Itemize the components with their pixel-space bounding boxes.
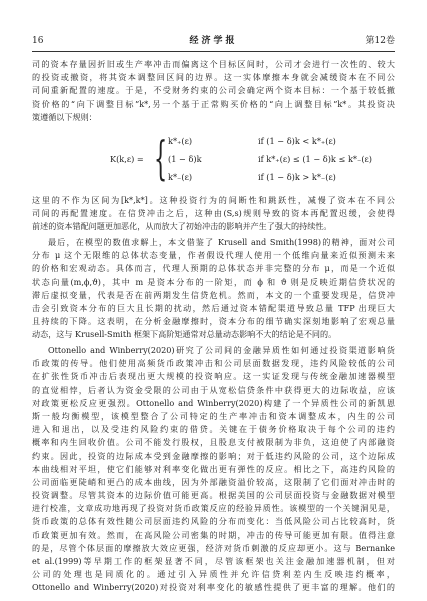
text-line: 策遵循以下规则： [32, 111, 97, 122]
text-line: 击会引致资本分布的巨大且长期的扰动，然后通过资本错配渠道导致总量 TFP 出现巨大 [32, 302, 395, 313]
text-line: 的价格和宏观动态。具体而言，代理人预期的总体状态并非完整的分布 μ，而是一个近似 [32, 263, 395, 274]
text-line: 滞后虚拟变量，代表是否在前两期发生信贷危机。然而，本文的一个重要发现是，信贷冲 [32, 289, 395, 300]
equation-case-expr: k*₋(ε) [168, 172, 193, 182]
text-line: 这里的不作为区间为[k*,k*]。这种投资行为的间断性和跳跃性，减慢了资本在不同公 [32, 195, 395, 205]
text-line: 前述的资本错配问题更加恶化，从而放大了初始冲击的影响并产生了强大的持续性。 [32, 221, 332, 232]
paragraph-ottonello-winberry [32, 344, 395, 595]
text-line: et al.(1999)等早期工作的框架显著不同，尽管该框架也关注金融加速器机制，但对 [32, 556, 395, 566]
equation-case-expr: (1 − δ)k [168, 154, 202, 164]
text-line: 司间重新配置的速度。于是，不受财务约束的公司会确定两个资本目标：一个基于较低撤 [32, 85, 395, 96]
text-line: Ottonello and Winberry(2020)对投资对利率变化的敏感性提供了更丰富的理解。他们的 [32, 582, 395, 593]
text-line: 动态，这与 Krusell-Smith 框架下高阶矩通常对总量动态影响不大的结论是不同的。 [32, 329, 337, 340]
text-line: 进行校准，文章成功地再现了投资对货币政策反应的经验异质性。该模型的一个关键洞见是， [32, 503, 395, 514]
text-line: 司的资本存量因折旧或生产率冲击而偏离这个目标区间时，公司才会进行一次性的、较大 [32, 59, 395, 69]
text-line: 分布 μ 这个无限维的总体状态变量，作者假设代理人使用一个低维向量来近似预测未来 [32, 250, 395, 261]
text-line: 投资调整。尽管其资本的边际价值可能更高。根据美国的公司层面投资与金融数据对模型 [32, 490, 395, 501]
text-line: 公司面临更陡峭和更凸的成本曲线，因为外部融资溢价较高，这限制了它们面对冲击时的 [32, 476, 395, 487]
paragraph-krusell-smith [32, 236, 395, 342]
text-line: 最后，在模型的数值求解上，本文借鉴了 Krusell and Smith(1998)的精神，面对公司 [48, 237, 395, 247]
text-line: 斯一般均衡模型，该模型整合了公司特定的生产率冲击和资本调整成本，内生的公司 [32, 410, 395, 421]
text-line: 约束。因此，投资的边际成本受到金融摩擦的影响；对于低违约风险的公司，这个边际成 [32, 450, 395, 461]
text-line: 公司的处理也是同质化的。通过引入异质性并允许信贷利差内生反映违约概率， [32, 569, 395, 580]
running-header [32, 34, 395, 48]
text-line: 币政策更加有效。然而，在高风险公司密集的时期，冲击的传导可能更加有限。值得注意 [32, 529, 395, 540]
text-line: 币政策的传导。他们使用高频货币政策冲击和公司层面数据发现，违约风险较低的公司 [32, 358, 395, 369]
text-line: 资价格的“向下调整目标”k*,另一个基于正常购买价格的“向上调整目标”k*。其投资决 [32, 98, 395, 109]
issue-label: 第12卷 [365, 36, 395, 46]
text-line: 司间的再配置速度。在信贷冲击之后，这种由(S,s)规则导致的资本再配置迟缓，会使得 [32, 208, 395, 219]
paragraph-inaction-region [32, 194, 395, 234]
equation-case-cond: if k*₊(ε) ≤ (1 − δ)k ≤ k*₋(ε) [258, 154, 372, 164]
text-line: 的直觉相悖，后者认为资金受限的公司由于从宽松信贷条件中获得更大的边际收益，应该 [32, 384, 395, 395]
investment-rule-equation [110, 131, 390, 189]
paragraph-investment-targets [32, 58, 395, 124]
text-line: 的是，尽管个体层面的摩擦放大效应更强，经济对货币刺激的反应却更小。这与 Bernanke [32, 542, 395, 553]
equation-brace: { [154, 131, 168, 185]
text-line: 货币政策的总体有效性随公司层面违约风险的分布而变化：当低风险公司占比较高时，货 [32, 516, 395, 527]
equation-case-cond: if (1 − δ)k > k*₋(ε) [258, 172, 336, 182]
journal-name: 经济学报 [189, 36, 238, 46]
text-line: 的投资或撤资，将其资本调整回区间的边界。这一实体摩擦本身就会减缓资本在不同公 [32, 72, 395, 83]
text-line: 在扩张性货币冲击后表现出更大规模的投资响应。这一实证发现与传统金融加速器模型 [32, 371, 395, 382]
text-line: 状态向量(m,ϕ,ϑ)，其中 m 是资本分布的一阶矩，而 ϕ 和 ϑ 则是反映近期信贷状况的 [32, 276, 395, 287]
equation-case-cond: if (1 − δ)k < k*₊(ε) [258, 136, 336, 146]
equation-lhs: K(k,ε) = [110, 154, 144, 164]
page-number: 16 [32, 36, 44, 46]
text-line: 对政策更松反应更强烈。Ottonello and Winberry(2020)构建了一个异质性公司的新凯恩 [32, 397, 395, 408]
text-line: 本曲线相对平坦，使它们能够对利率变化做出更有弹性的反应。相比之下，高违约风险的 [32, 463, 395, 474]
text-line: Ottonello and Winberry(2020)研究了公司间的金融异质性如何通过投资渠道影响货 [48, 345, 395, 355]
text-line: 进入和退出，以及受违约风险约束的借贷。关键在于债务价格取决于每个公司的违约 [32, 424, 395, 435]
equation-case-expr: k*₊(ε) [168, 136, 193, 146]
header-rule [32, 51, 395, 52]
text-line: 且持续的下降。这表明，在分析金融摩擦时，资本分布的细节确实深刻地影响了宏观总量 [32, 316, 395, 327]
text-line: 概率和内生回收价值。公司不能发行股权，且股息支付被限制为非负，这迫使了内部融资 [32, 437, 395, 448]
